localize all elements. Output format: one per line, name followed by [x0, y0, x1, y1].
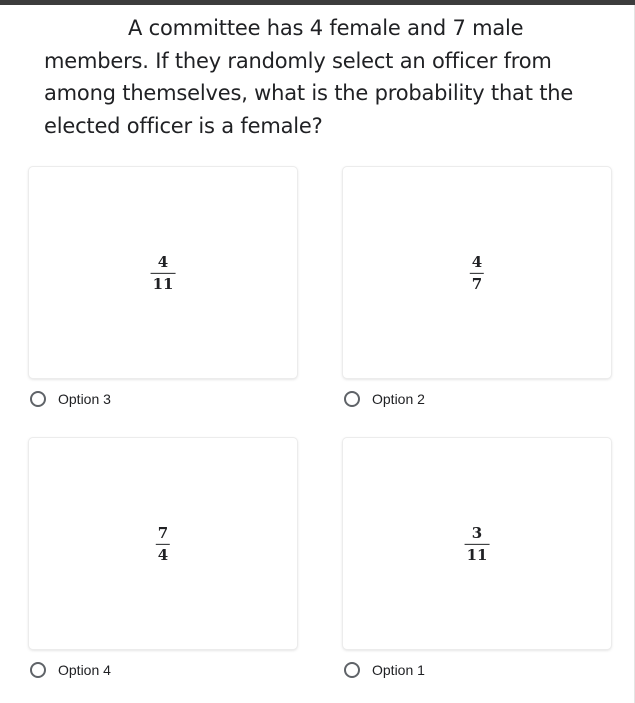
fraction-option-2 [470, 252, 484, 292]
option-radio-option-1[interactable] [344, 662, 425, 678]
fraction-numerator: 4 [157, 252, 169, 271]
option-card-option-2[interactable] [343, 167, 611, 378]
option-label: Option 4 [58, 662, 111, 678]
fraction-option-1 [465, 523, 490, 563]
option-label: Option 2 [372, 391, 425, 407]
fraction-bar [156, 543, 170, 544]
fraction-bar [465, 543, 490, 544]
fraction-option-4 [156, 523, 170, 563]
option-label: Option 1 [372, 662, 425, 678]
option-radio-option-4[interactable] [30, 662, 111, 678]
option-label: Option 3 [58, 391, 111, 407]
fraction-denominator: 4 [157, 545, 169, 564]
radio-button-icon[interactable] [30, 662, 46, 678]
radio-button-icon[interactable] [30, 391, 46, 407]
fraction-denominator: 11 [466, 545, 488, 564]
fraction-bar [151, 272, 176, 273]
question-text: A committee has 4 female and 7 male members. If they randomly select an officer from among themselves, what is the probability that the elected officer is a female? [44, 16, 574, 138]
option-radio-option-2[interactable] [344, 391, 425, 407]
option-card-option-3[interactable] [29, 167, 297, 378]
fraction-denominator: 11 [152, 274, 174, 293]
option-card-option-1[interactable] [343, 438, 611, 649]
fraction-denominator: 7 [471, 274, 483, 293]
option-radio-option-3[interactable] [30, 391, 111, 407]
fraction-numerator: 3 [471, 523, 483, 542]
radio-button-icon[interactable] [344, 662, 360, 678]
fraction-numerator: 7 [157, 523, 169, 542]
option-card-option-4[interactable] [29, 438, 297, 649]
fraction-bar [470, 272, 484, 273]
window-top-bar [0, 0, 635, 5]
fraction-option-3 [151, 252, 176, 292]
fraction-numerator: 4 [471, 252, 483, 271]
radio-button-icon[interactable] [344, 391, 360, 407]
